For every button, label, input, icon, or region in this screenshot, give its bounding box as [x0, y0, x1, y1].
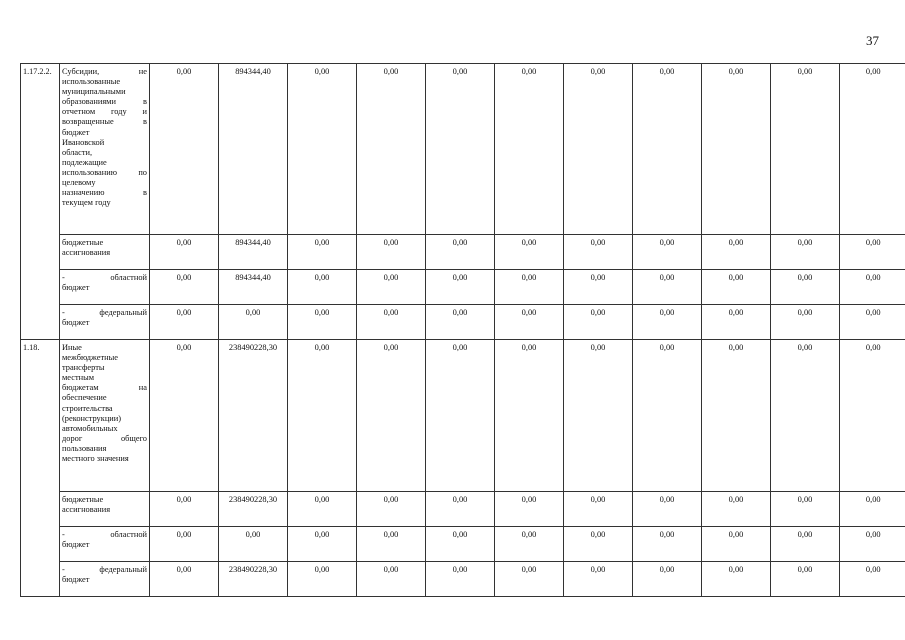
value-cell: 0,00: [288, 270, 357, 305]
value-cell: 0,00: [633, 305, 702, 340]
value-cell: 0,00: [150, 562, 219, 597]
row-description: [60, 562, 150, 597]
value-cell: 0,00: [426, 305, 495, 340]
row-description: [60, 340, 150, 492]
value-cell: 0,00: [633, 527, 702, 562]
value-cell: 0,00: [771, 235, 840, 270]
row-code: 1.18.: [21, 340, 60, 597]
value-cell: 0,00: [564, 492, 633, 527]
value-cell: 238490228,30: [219, 340, 288, 492]
description-line: автомобильных: [62, 423, 118, 433]
value-cell: 238490228,30: [219, 562, 288, 597]
description-line: использованные: [62, 77, 121, 87]
value-cell: 0,00: [771, 64, 840, 235]
value-cell: 0,00: [495, 270, 564, 305]
value-cell: 0,00: [426, 64, 495, 235]
description-line: бюджет: [62, 540, 90, 550]
value-cell: 0,00: [771, 270, 840, 305]
description-line: ассигнования: [62, 248, 111, 258]
value-cell: 0,00: [150, 235, 219, 270]
value-cell: 0,00: [840, 235, 905, 270]
table-row: [21, 64, 905, 235]
value-cell: 0,00: [357, 64, 426, 235]
value-cell: 0,00: [426, 340, 495, 492]
description-line: подлежащие: [62, 157, 107, 167]
value-cell: 894344,40: [219, 270, 288, 305]
value-cell: 0,00: [840, 340, 905, 492]
description-line: бюджет: [62, 127, 90, 137]
budget-table: [20, 63, 905, 597]
description-line: - федеральный: [62, 565, 147, 574]
value-cell: 0,00: [288, 235, 357, 270]
description-line: (реконструкции): [62, 413, 122, 423]
value-cell: 0,00: [840, 305, 905, 340]
value-cell: 0,00: [771, 562, 840, 597]
value-cell: 0,00: [495, 305, 564, 340]
value-cell: 0,00: [357, 270, 426, 305]
description-line: бюджет: [62, 318, 90, 328]
table-row: [21, 305, 905, 340]
value-cell: 0,00: [702, 235, 771, 270]
description-line: местного значения: [62, 454, 129, 464]
value-cell: 0,00: [840, 492, 905, 527]
description-line: использованию по: [62, 167, 147, 177]
value-cell: 0,00: [150, 340, 219, 492]
value-cell: 0,00: [150, 305, 219, 340]
value-cell: 894344,40: [219, 235, 288, 270]
value-cell: 0,00: [564, 527, 633, 562]
value-cell: 0,00: [495, 527, 564, 562]
row-description: [60, 64, 150, 235]
value-cell: 0,00: [288, 562, 357, 597]
value-cell: 0,00: [495, 64, 564, 235]
value-cell: 0,00: [564, 562, 633, 597]
value-cell: 0,00: [633, 562, 702, 597]
value-cell: 0,00: [357, 235, 426, 270]
value-cell: 0,00: [702, 270, 771, 305]
value-cell: 0,00: [702, 492, 771, 527]
value-cell: 0,00: [771, 340, 840, 492]
description-line: целевому: [62, 178, 96, 188]
value-cell: 0,00: [771, 527, 840, 562]
description-line: дорог общего: [62, 433, 147, 443]
value-cell: 0,00: [426, 562, 495, 597]
value-cell: 0,00: [495, 562, 564, 597]
description-line: области,: [62, 147, 93, 157]
value-cell: 0,00: [633, 64, 702, 235]
value-cell: 0,00: [288, 305, 357, 340]
description-line: - областной: [62, 273, 147, 282]
table-row: [21, 492, 905, 527]
value-cell: 0,00: [564, 270, 633, 305]
value-cell: 0,00: [564, 235, 633, 270]
description-line: Иные: [62, 343, 82, 352]
row-description: [60, 305, 150, 340]
description-line: бюджет: [62, 283, 90, 293]
value-cell: 0,00: [219, 527, 288, 562]
value-cell: 0,00: [702, 305, 771, 340]
description-line: строительства: [62, 403, 113, 413]
value-cell: 0,00: [426, 527, 495, 562]
value-cell: 894344,40: [219, 64, 288, 235]
value-cell: 0,00: [840, 527, 905, 562]
value-cell: 0,00: [771, 305, 840, 340]
value-cell: 0,00: [288, 64, 357, 235]
value-cell: 0,00: [426, 492, 495, 527]
description-line: бюджет: [62, 575, 90, 585]
value-cell: 0,00: [564, 305, 633, 340]
description-line: текущем году: [62, 198, 111, 208]
description-line: обеспечение: [62, 393, 107, 403]
value-cell: 0,00: [288, 340, 357, 492]
value-cell: 0,00: [357, 305, 426, 340]
value-cell: 0,00: [357, 527, 426, 562]
description-line: трансферты: [62, 363, 105, 373]
description-line: - федеральный: [62, 308, 147, 317]
description-line: образованиями в: [62, 97, 147, 107]
value-cell: 0,00: [495, 492, 564, 527]
value-cell: 0,00: [426, 235, 495, 270]
table-row: [21, 270, 905, 305]
value-cell: 0,00: [288, 492, 357, 527]
table-row: [21, 527, 905, 562]
value-cell: 0,00: [357, 340, 426, 492]
value-cell: 0,00: [702, 340, 771, 492]
description-line: бюджетные: [62, 495, 104, 504]
value-cell: 238490228,30: [219, 492, 288, 527]
description-line: возвращенные в: [62, 117, 147, 127]
value-cell: 0,00: [150, 527, 219, 562]
row-description: [60, 270, 150, 305]
value-cell: 0,00: [150, 270, 219, 305]
value-cell: 0,00: [633, 235, 702, 270]
description-line: муниципальными: [62, 87, 126, 97]
value-cell: 0,00: [702, 64, 771, 235]
row-description: [60, 527, 150, 562]
value-cell: 0,00: [633, 492, 702, 527]
value-cell: 0,00: [495, 340, 564, 492]
value-cell: 0,00: [357, 492, 426, 527]
description-line: бюджетам на: [62, 383, 147, 393]
description-line: отчетном году и: [62, 107, 147, 117]
row-code: 1.17.2.2.: [21, 64, 60, 340]
table-row: [21, 562, 905, 597]
description-line: назначению в: [62, 188, 147, 198]
value-cell: 0,00: [840, 64, 905, 235]
description-line: ассигнования: [62, 505, 111, 515]
value-cell: 0,00: [288, 527, 357, 562]
table-row: [21, 340, 905, 492]
value-cell: 0,00: [150, 64, 219, 235]
page-number: 37: [866, 33, 879, 48]
value-cell: 0,00: [495, 235, 564, 270]
value-cell: 0,00: [357, 562, 426, 597]
value-cell: 0,00: [150, 492, 219, 527]
value-cell: 0,00: [564, 340, 633, 492]
value-cell: 0,00: [771, 492, 840, 527]
row-description: [60, 235, 150, 270]
description-line: межбюджетные: [62, 353, 118, 363]
description-line: бюджетные: [62, 238, 104, 247]
value-cell: 0,00: [564, 64, 633, 235]
description-line: Ивановской: [62, 137, 105, 147]
value-cell: 0,00: [840, 562, 905, 597]
description-line: - областной: [62, 530, 147, 539]
value-cell: 0,00: [840, 270, 905, 305]
row-description: [60, 492, 150, 527]
value-cell: 0,00: [633, 340, 702, 492]
description-line: пользования: [62, 443, 107, 453]
description-line: Субсидии, не: [62, 67, 147, 76]
value-cell: 0,00: [633, 270, 702, 305]
value-cell: 0,00: [219, 305, 288, 340]
value-cell: 0,00: [702, 527, 771, 562]
value-cell: 0,00: [426, 270, 495, 305]
description-line: местным: [62, 373, 95, 383]
value-cell: 0,00: [702, 562, 771, 597]
table-row: [21, 235, 905, 270]
